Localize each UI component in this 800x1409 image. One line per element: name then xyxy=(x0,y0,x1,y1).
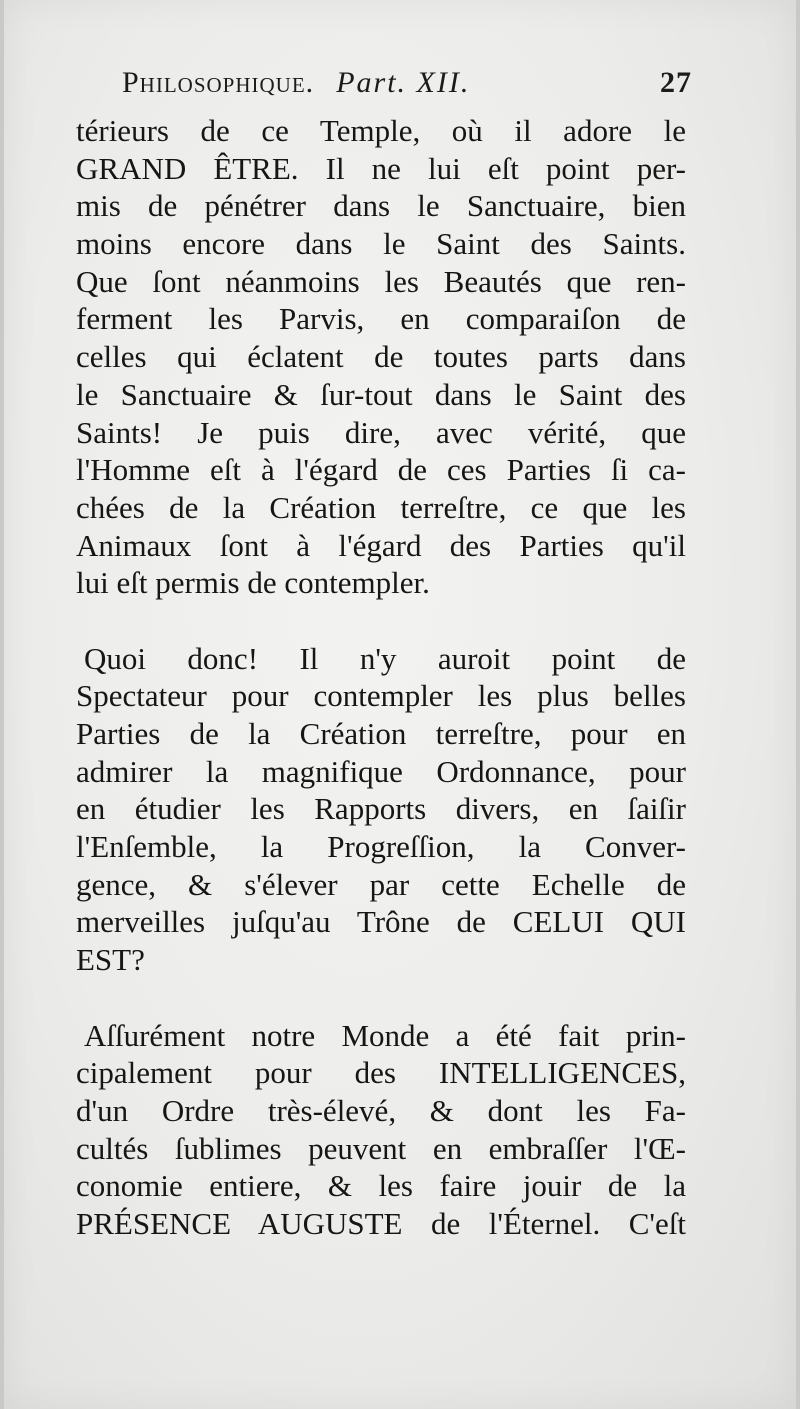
text-line: en étudier les Rapports divers, en ſaiſir xyxy=(76,791,686,827)
text-line: lui eſt permis de contempler. xyxy=(76,565,430,601)
paragraph-gap xyxy=(76,602,686,640)
text-line: ferment les Parvis, en comparaiſon de xyxy=(76,301,686,337)
text-line: merveilles juſqu'au Trône de CELUI QUI xyxy=(76,904,686,940)
text-line: cultés ſublimes peuvent en embraſſer l'Œ- xyxy=(76,1130,686,1166)
text-line: celles qui éclatent de toutes parts dans xyxy=(76,339,686,375)
text-line: admirer la magnifique Ordonnance, pour xyxy=(76,753,686,789)
text-line: EST? xyxy=(76,942,145,978)
text-line: Quoi donc! Il n'y auroit point de xyxy=(84,640,686,676)
text-line: Que ſont néanmoins les Beautés que ren- xyxy=(76,263,686,299)
running-title: Philosophique. xyxy=(122,66,315,99)
text-line: térieurs de ce Temple, où il adore le xyxy=(76,113,686,148)
text-line: conomie entiere, & les faire jouir de la xyxy=(76,1168,686,1204)
text-line: le Sanctuaire & ſur-tout dans le Saint des xyxy=(76,376,686,412)
page-number: 27 xyxy=(660,66,692,99)
text-line: moins encore dans le Saint des Saints. xyxy=(76,226,686,262)
text-line: l'Homme eſt à l'égard de ces Parties ſi ca- xyxy=(76,452,686,488)
paragraph-gap xyxy=(76,979,686,1017)
text-line: chées de la Création terreſtre, ce que les xyxy=(76,489,686,525)
book-page xyxy=(4,0,796,1409)
text-line: Animaux ſont à l'égard des Parties qu'il xyxy=(76,527,686,563)
text-line: Spectateur pour contempler les plus belles xyxy=(76,678,686,714)
body-text xyxy=(76,112,686,1243)
text-line: Aſſurément notre Monde a été fait prin- xyxy=(84,1017,686,1053)
running-head xyxy=(122,66,692,112)
text-line: mis de pénétrer dans le Sanctuaire, bien xyxy=(76,188,686,224)
text-line: l'Enſemble, la Progreſſion, la Conver- xyxy=(76,829,686,865)
text-line: GRAND ÊTRE. Il ne lui eſt point per- xyxy=(76,150,686,186)
text-line: Saints! Je puis dire, avec vérité, que xyxy=(76,414,686,450)
text-line: cipalement pour des INTELLIGENCES, xyxy=(76,1055,686,1091)
text-line: gence, & s'élever par cette Echelle de xyxy=(76,866,686,902)
text-line: d'un Ordre très-élevé, & dont les Fa- xyxy=(76,1092,686,1128)
text-line: PRÉSENCE AUGUSTE de l'Éternel. C'eſt xyxy=(76,1205,686,1241)
part-number: Part. XII. xyxy=(336,66,471,99)
text-line: Parties de la Création terreſtre, pour en xyxy=(76,716,686,751)
